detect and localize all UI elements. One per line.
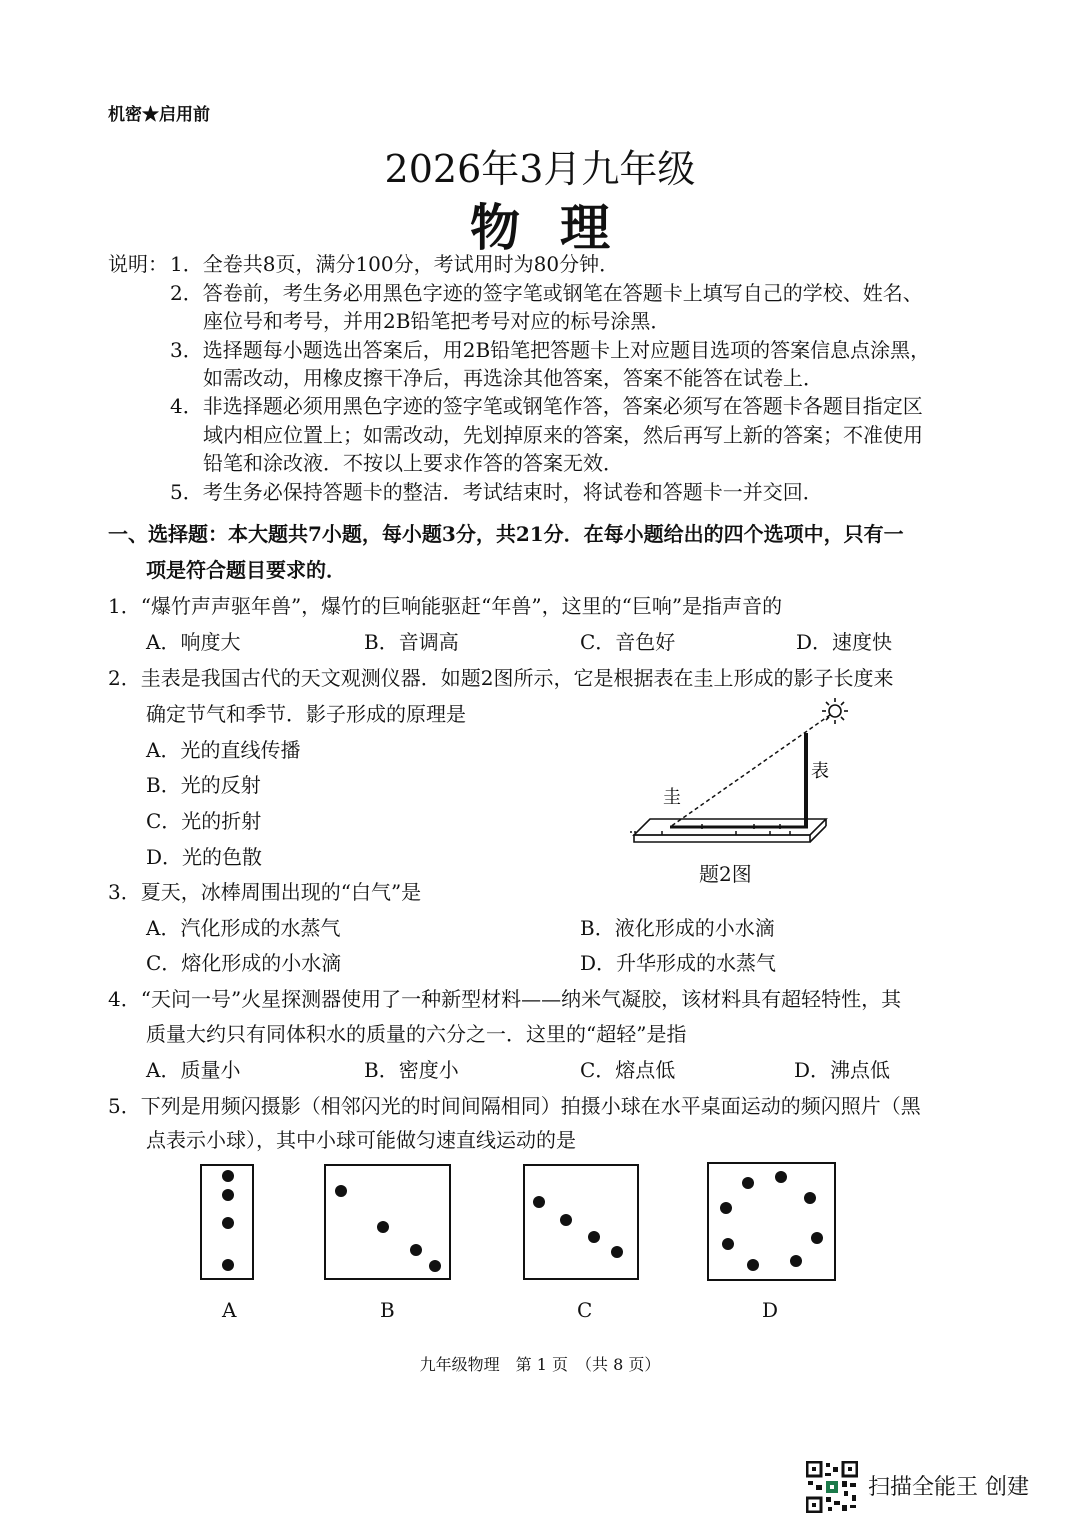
q1-option-a: A．响度大 bbox=[146, 630, 241, 654]
instructions-label: 说明： bbox=[108, 252, 168, 276]
q4-option-a: A．质量小 bbox=[146, 1058, 241, 1082]
confidential-label: 机密★启用前 bbox=[108, 105, 210, 125]
strobe-caption-d: D bbox=[762, 1298, 779, 1322]
gui-label: 圭 bbox=[663, 787, 681, 808]
page-footer: 九年级物理 第 1 页 （共 8 页） bbox=[419, 1355, 661, 1374]
biao-label: 表 bbox=[811, 761, 829, 782]
section-heading-cont: 项是符合题目要求的． bbox=[146, 558, 346, 582]
instruction-line: 5．考生务必保持答题卡的整洁．考试结束时，将试卷和答题卡一并交回． bbox=[170, 480, 823, 504]
section-heading: 一、选择题：本大题共7小题，每小题3分，共21分．在每小题给出的四个选项中，只有一 bbox=[108, 522, 904, 546]
gnomon-figure bbox=[630, 695, 860, 885]
question-1-stem: 1．“爆竹声声驱年兽”，爆竹的巨响能驱赶“年兽”，这里的“巨响”是指声音的 bbox=[108, 594, 783, 618]
q3-option-b: B．液化形成的小水滴 bbox=[580, 916, 775, 940]
question-5-stem: 5．下列是用频闪摄影（相邻闪光的时间间隔相同）拍摄小球在水平桌面运动的频闪照片（黑 bbox=[108, 1094, 921, 1118]
gui-base bbox=[634, 819, 826, 842]
instruction-line: 铅笔和涂改液．不按以上要求作答的答案无效． bbox=[203, 451, 623, 475]
q1-option-c: C．音色好 bbox=[580, 630, 676, 654]
q4-option-c: C．熔点低 bbox=[580, 1058, 676, 1082]
q4-option-d: D．沸点低 bbox=[794, 1058, 891, 1082]
q2-option-b: B．光的反射 bbox=[146, 773, 261, 797]
instruction-line: 1．全卷共8页，满分100分，考试用时为80分钟． bbox=[170, 252, 620, 276]
scanner-watermark: 扫描全能王 创建 bbox=[868, 1475, 1029, 1500]
q3-option-c: C．熔化形成的小水滴 bbox=[146, 951, 342, 975]
q4-option-b: B．密度小 bbox=[364, 1058, 459, 1082]
exam-title: 2026年3月九年级 bbox=[384, 147, 696, 191]
q3-option-d: D．升华形成的水蒸气 bbox=[580, 951, 777, 975]
instruction-line: 如需改动，用橡皮擦干净后，再选涂其他答案，答案不能答在试卷上． bbox=[203, 366, 823, 390]
instruction-line: 2．答卷前，考生务必用黑色字迹的签字笔或钢笔在答题卡上填写自己的学校、姓名、 bbox=[170, 281, 923, 305]
strobe-caption-b: B bbox=[380, 1298, 395, 1322]
question-2-stem: 2．圭表是我国古代的天文观测仪器．如题2图所示，它是根据表在圭上形成的影子长度来 bbox=[108, 666, 894, 690]
qr-code-icon bbox=[806, 1461, 858, 1513]
strobe-caption-c: C bbox=[577, 1298, 593, 1322]
instruction-line: 4．非选择题必须用黑色字迹的签字笔或钢笔作答，答案必须写在答题卡各题目指定区 bbox=[170, 394, 923, 418]
question-3-stem: 3．夏天，冰棒周围出现的“白气”是 bbox=[108, 880, 422, 904]
strobe-photo-b bbox=[324, 1164, 452, 1282]
instruction-line: 座位号和考号，并用2B铅笔把考号对应的标号涂黑． bbox=[203, 309, 671, 333]
subject-title: 物理 bbox=[470, 198, 650, 257]
strobe-photo-a bbox=[200, 1164, 256, 1282]
q1-option-b: B．音调高 bbox=[364, 630, 459, 654]
question-2-stem-cont: 确定节气和季节．影子形成的原理是 bbox=[146, 702, 466, 726]
question-5-stem-cont: 点表示小球），其中小球可能做匀速直线运动的是 bbox=[146, 1128, 576, 1152]
figure-2-caption: 题2图 bbox=[699, 862, 752, 886]
instruction-line: 3．选择题每小题选出答案后，用2B铅笔把答题卡上对应题目选项的答案信息点涂黑， bbox=[170, 338, 931, 362]
q2-option-d: D．光的色散 bbox=[146, 845, 263, 869]
q2-option-c: C．光的折射 bbox=[146, 809, 262, 833]
q1-option-d: D．速度快 bbox=[796, 630, 893, 654]
q2-option-a: A．光的直线传播 bbox=[146, 738, 301, 762]
question-4-stem: 4．“天问一号”火星探测器使用了一种新型材料——纳米气凝胶，该材料具有超轻特性，其 bbox=[108, 987, 902, 1011]
question-4-stem-cont: 质量大约只有同体积水的质量的六分之一．这里的“超轻”是指 bbox=[146, 1022, 687, 1046]
sun-icon bbox=[822, 698, 848, 724]
instruction-line: 域内相应位置上；如需改动，先划掉原来的答案，然后再写上新的答案；不准使用 bbox=[203, 423, 923, 447]
strobe-photo-c bbox=[523, 1164, 640, 1282]
q3-option-a: A．汽化形成的水蒸气 bbox=[146, 916, 341, 940]
strobe-photo-d bbox=[707, 1162, 837, 1282]
strobe-caption-a: A bbox=[222, 1298, 237, 1322]
